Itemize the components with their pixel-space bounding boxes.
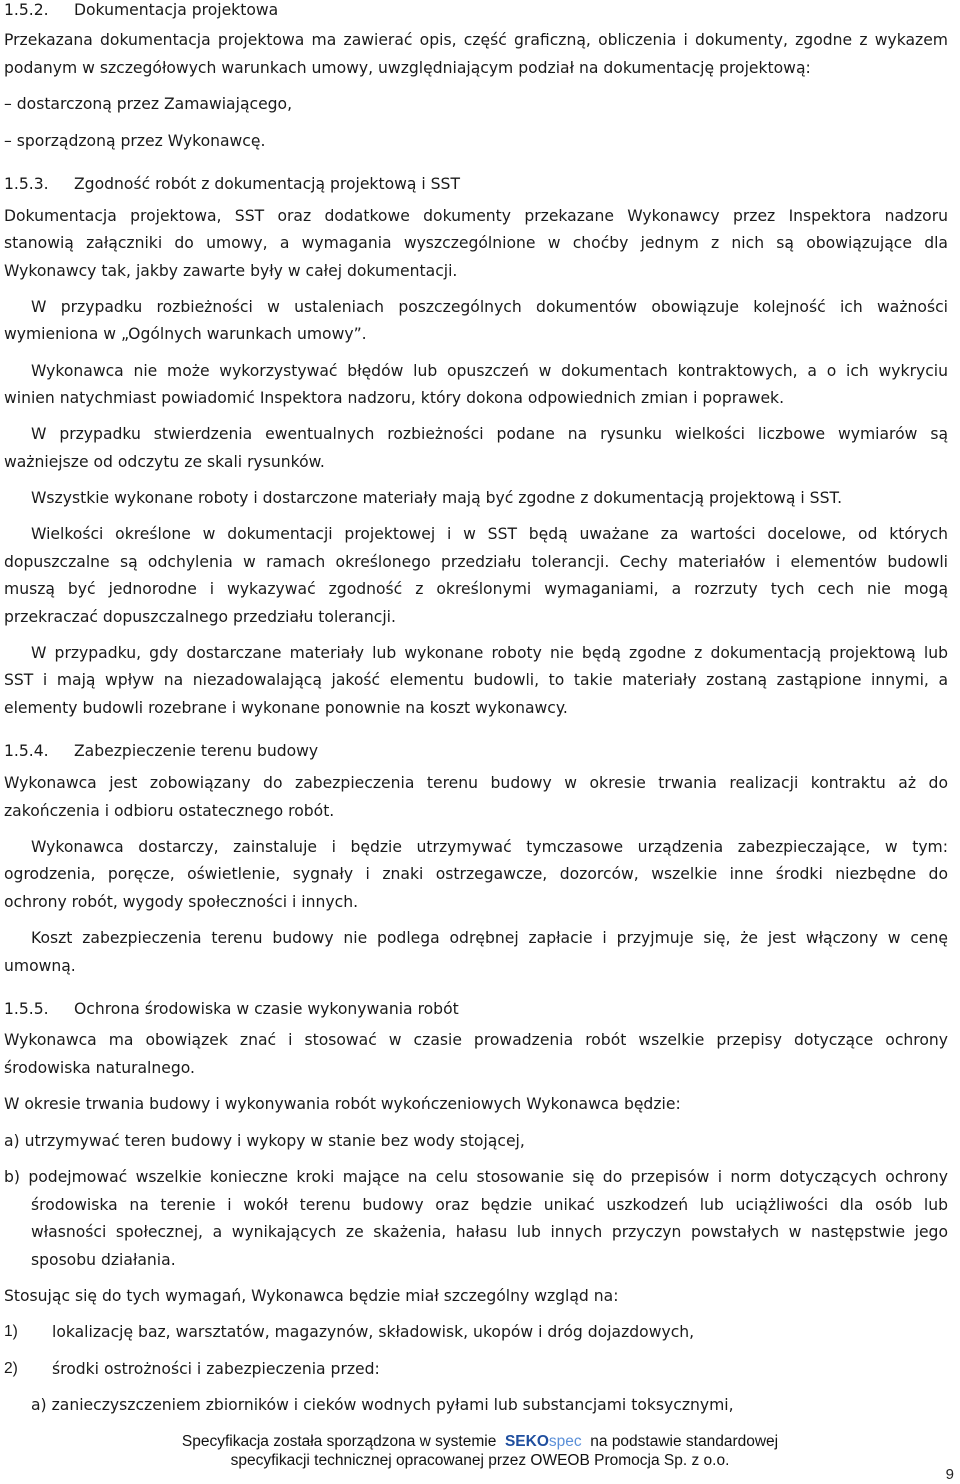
logo-part: SEKO: [504, 1433, 549, 1450]
paragraph-line: W przypadku stwierdzenia ewentualnych rozbieżności podane na rysunku wielkości liczbowe wymiarów są: [31, 425, 948, 443]
footer-text: na podstawie standardowej: [590, 1433, 779, 1450]
list-item-continuation: środowiska na terenie i wokół terenu budowy oraz będzie unikać uszkodzeń lub uciążliwości dla osób lub: [31, 1196, 948, 1214]
paragraph-line: Wykonawcy tak, jakby zawarte były w całej dokumentacji.: [4, 262, 458, 280]
footer-line-2: specyfikacji technicznej opracowanej przez OWEOB Promocja Sp. z o.o.: [230, 1452, 730, 1469]
section-heading-1-5-4: [4, 741, 318, 761]
list-item: – sporządzoną przez Wykonawcę.: [4, 132, 266, 150]
paragraph-line: Stosując się do tych wymagań, Wykonawca będzie miał szczególny wzgląd na:: [4, 1287, 619, 1305]
paragraph-line: W okresie trwania budowy i wykonywania robót wykończeniowych Wykonawca będzie:: [4, 1095, 681, 1113]
paragraph-line: Wielkości określone w dokumentacji projektowej i w SST będą uważane za wartości docelowe, od których: [31, 525, 948, 543]
paragraph-line: Wykonawca nie może wykorzystywać błędów lub opuszczeń w dokumentach kontraktowych, a o ich wykryciu: [31, 362, 948, 380]
paragraph-line: Wykonawca jest zobowiązany do zabezpieczenia terenu budowy w okresie trwania realizacji kontraktu aż do: [4, 774, 948, 792]
paragraph-line: SST i mają wpływ na niezadowalającą jakość elementu budowli, to takie materiały zostaną zastąpione innymi, a: [4, 671, 948, 689]
footer-line-1: [0, 1432, 960, 1451]
paragraph-line: ochrony robót, wygody społeczności i innych.: [4, 893, 359, 911]
sekospec-logo: [505, 1433, 582, 1450]
footer-text: Specyfikacja została sporządzona w systemie: [181, 1433, 497, 1450]
paragraph-line: Przekazana dokumentacja projektowa ma zawierać opis, część graficzną, obliczenia i dokumenty, zgodne z wykazem: [4, 31, 948, 49]
section-heading-1-5-3: [4, 174, 460, 194]
section-number: 1.5.3.: [4, 175, 49, 193]
paragraph-line: podanym w szczegółowych warunkach umowy, uwzględniającym podział na dokumentację projektową:: [4, 59, 811, 77]
paragraph-line: Dokumentacja projektowa, SST oraz dodatkowe dokumenty przekazane Wykonawcy przez Inspektora nadzoru: [4, 207, 948, 225]
paragraph-line: W przypadku, gdy dostarczane materiały lub wykonane roboty nie będą zgodne z dokumentacją projektową lub: [31, 644, 948, 662]
paragraph-line: umowną.: [4, 957, 76, 975]
list-item: – dostarczoną przez Zamawiającego,: [4, 95, 293, 113]
list-item-continuation: sposobu działania.: [31, 1251, 176, 1269]
list-item: b) podejmować wszelkie konieczne kroki mające na celu stosowanie się do przepisów i norm dotyczących ochrony: [4, 1168, 948, 1186]
paragraph-line: muszą być jednorodne i wykazywać zgodność z określonymi wymaganiami, a rozrzuty tych cech nie mogą: [4, 580, 948, 598]
paragraph-line: ogrodzenia, poręcze, oświetlenie, sygnały i znaki ostrzegawcze, dozorców, wszelkie inne środki niezbędne do: [4, 865, 948, 883]
paragraph-line: Wykonawca dostarczy, zainstaluje i będzie utrzymywać tymczasowe urządzenia zabezpieczające, w tym:: [31, 838, 948, 856]
section-heading-1-5-2: [4, 0, 278, 20]
logo-part: spec: [548, 1433, 582, 1450]
paragraph-line: Wykonawca ma obowiązek znać i stosować w czasie prowadzenia robót wszelkie przepisy dotyczące ochrony: [4, 1031, 948, 1049]
page-number: 9: [945, 1466, 954, 1483]
paragraph-line: przekraczać dopuszczalnego przedziału tolerancji.: [4, 608, 396, 626]
paragraph-line: W przypadku rozbieżności w ustaleniach poszczególnych dokumentów obowiązuje kolejność ich ważności: [31, 298, 948, 316]
section-title: Zgodność robót z dokumentacją projektową i SST: [74, 175, 460, 193]
section-number: 1.5.2.: [4, 1, 49, 19]
section-heading-1-5-5: [4, 999, 459, 1019]
section-title: Dokumentacja projektowa: [74, 1, 279, 19]
list-item: a) utrzymywać teren budowy i wykopy w stanie bez wody stojącej,: [4, 1132, 525, 1150]
paragraph-line: elementy budowli rozebrane i wykonane ponownie na koszt wykonawcy.: [4, 699, 568, 717]
paragraph-line: wymieniona w „Ogólnych warunkach umowy”.: [4, 325, 367, 343]
list-item: a) zanieczyszczeniem zbiorników i cieków wodnych pyłami lub substancjami toksycznymi,: [31, 1396, 734, 1414]
section-title: Zabezpieczenie terenu budowy: [74, 742, 319, 760]
paragraph-line: Wszystkie wykonane roboty i dostarczone materiały mają być zgodne z dokumentacją projektową i SST.: [31, 489, 843, 507]
paragraph-line: winien natychmiast powiadomić Inspektora nadzoru, który dokona odpowiednich zmian i poprawek.: [4, 389, 785, 407]
paragraph-line: Koszt zabezpieczenia terenu budowy nie podlega odrębnej zapłacie i przyjmuje się, że jest włączony w cenę: [31, 929, 948, 947]
section-title: Ochrona środowiska w czasie wykonywania robót: [74, 1000, 459, 1018]
paragraph-line: ważniejsze od odczytu ze skali rysunków.: [4, 453, 325, 471]
paragraph-line: dopuszczalne są odchylenia w ramach określonego przedziału tolerancji. Cechy materiałów i elementów budowli: [4, 553, 948, 571]
paragraph-line: zakończenia i odbioru ostatecznego robót.: [4, 802, 335, 820]
list-item-continuation: własności społecznej, a wynikających ze skażenia, hałasu lub innych przyczyn powstałych w następstwie jego: [31, 1223, 948, 1241]
list-item: środki ostrożności i zabezpieczenia przed:: [52, 1360, 380, 1378]
list-number: 2): [4, 1360, 18, 1377]
list-item: lokalizację baz, warsztatów, magazynów, składowisk, ukopów i dróg dojazdowych,: [52, 1323, 695, 1341]
section-number: 1.5.4.: [4, 742, 49, 760]
paragraph-line: środowiska naturalnego.: [4, 1059, 195, 1077]
paragraph-line: stanowią załączniki do umowy, a wymagania wyszczególnione w choćby jednym z nich są obowiązujące dla: [4, 234, 948, 252]
list-number: 1): [4, 1323, 18, 1340]
section-number: 1.5.5.: [4, 1000, 49, 1018]
